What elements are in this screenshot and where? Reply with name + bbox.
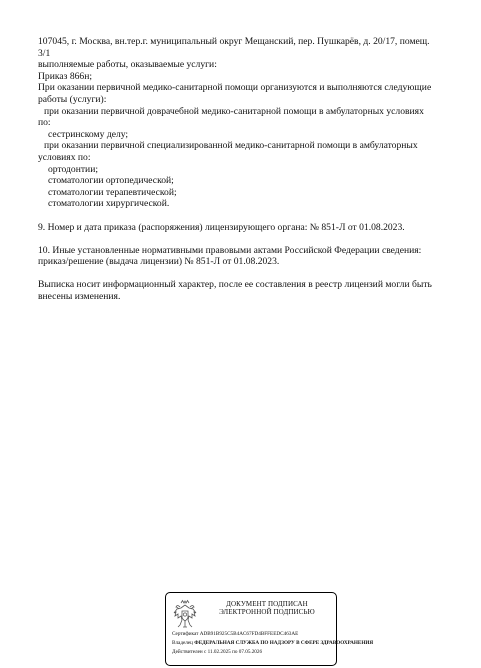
disclaimer-note-continued: внесены изменения. [38,291,121,303]
service-item-nursing: сестринскому делу; [48,128,129,140]
specialized-care-line: при оказании первичной специализированной медико-санитарной помощи в амбулаторных [44,140,418,152]
electronic-signature-stamp [165,592,374,666]
section-10-continued: приказ/решение (выдача лицензии) № 851-Л от 01.08.2023. [38,256,280,268]
service-item-orthodontics: ортодонтии; [48,163,98,175]
primary-care-intro-continued: работы (услуги): [38,93,107,105]
disclaimer-note: Выписка носит информационный характер, после ее составления в реестр лицензий могли быть [38,279,432,291]
section-9: 9. Номер и дата приказа (распоряжения) лицензирующего органа: № 851-Л от 01.08.2023. [38,221,405,233]
signature-title: ДОКУМЕНТ ПОДПИСАН ЭЛЕКТРОННОЙ ПОДПИСЬЮ [219,600,315,617]
double-headed-eagle-icon [172,599,198,631]
services-label: выполняемые работы, оказываемые услуги: [38,59,217,71]
specialized-care-line-continued: условиях по: [38,151,91,163]
address-line-continued: 3/1 [38,47,51,59]
service-item-orthopedic-dentistry: стоматологии ортопедической; [48,175,174,187]
service-item-surgical-dentistry: стоматологии хирургической. [48,198,170,210]
owner-line: Владелец ФЕДЕРАЛЬНАЯ СЛУЖБА ПО НАДЗОРУ В СФЕРЕ ЗДРАВООХРАНЕНИЯ [172,640,374,646]
prehospital-care-line-continued: по: [38,117,51,129]
prehospital-care-line: при оказании первичной доврачебной медико-санитарной помощи в амбулаторных условиях [44,105,424,117]
section-10: 10. Иные установленные нормативными правовыми актами Российской Федерации сведения: [38,244,422,256]
license-extract-text [38,36,463,303]
primary-care-intro: При оказании первичной медико-санитарной помощи организуются и выполняются следующие [38,82,432,94]
order-reference: Приказ 866н; [38,70,93,82]
address-line: 107045, г. Москва, вн.тер.г. муниципальный округ Мещанский, пер. Пушкарёв, д. 20/17, помещ. [38,36,430,47]
service-item-therapeutic-dentistry: стоматологии терапевтической; [48,186,177,198]
certificate-line: Сертификат ADB91B925C5B4AC67FD4BFFEEDC463AE [172,631,299,637]
validity-line: Действителен с 11.02.2025 по 07.05.2026 [172,649,263,655]
